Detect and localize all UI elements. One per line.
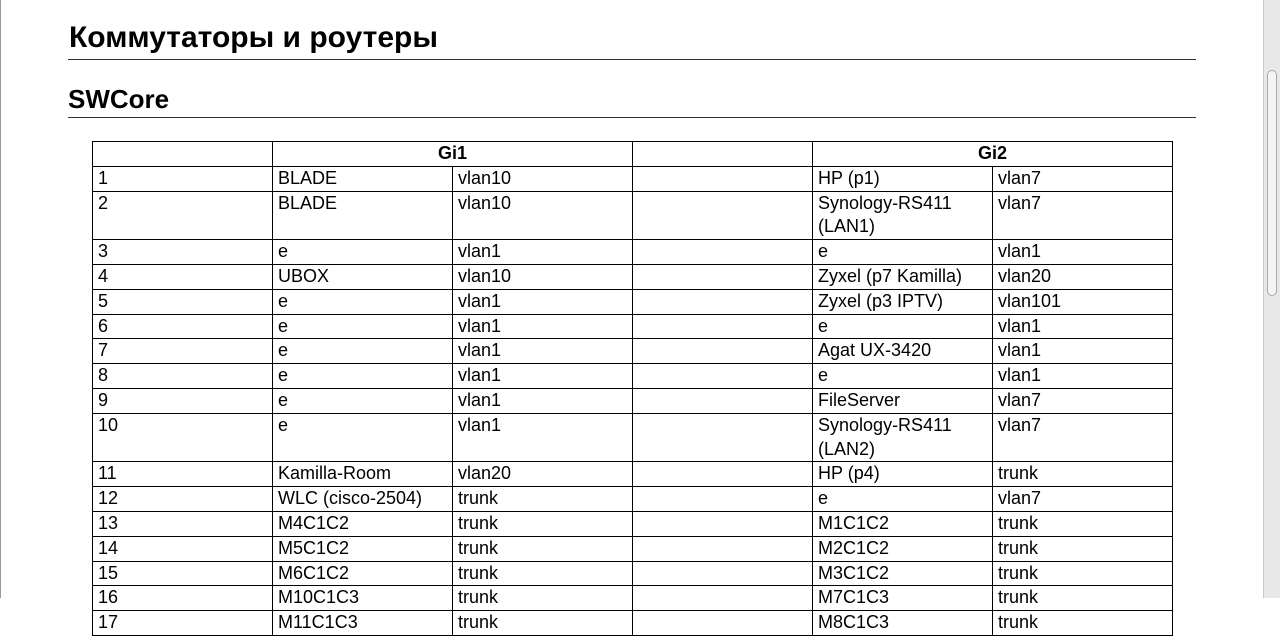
table-row — [93, 339, 1173, 364]
window-frame — [0, 0, 1, 598]
gi1-device-cell: UBOX — [273, 264, 453, 289]
gi1-device-cell: Kamilla-Room — [273, 462, 453, 487]
spacer-cell — [633, 166, 813, 191]
gi2-vlan-cell: vlan1 — [993, 240, 1173, 265]
gi1-device-cell: e — [273, 413, 453, 462]
spacer-cell — [633, 314, 813, 339]
spacer-cell — [633, 462, 813, 487]
spacer-cell — [633, 364, 813, 389]
gi1-vlan-cell: vlan1 — [453, 388, 633, 413]
gi1-device-cell: WLC (cisco-2504) — [273, 487, 453, 512]
gi1-vlan-cell: vlan10 — [453, 166, 633, 191]
gi2-device-cell: Synology-RS411 (LAN1) — [813, 191, 993, 240]
gi1-vlan-cell: trunk — [453, 561, 633, 586]
page-title: Коммутаторы и роутеры — [69, 21, 438, 54]
port-number-cell: 2 — [93, 191, 273, 240]
port-number-cell: 13 — [93, 511, 273, 536]
table-row — [93, 314, 1173, 339]
port-number-cell: 12 — [93, 487, 273, 512]
port-number-cell: 9 — [93, 388, 273, 413]
gi2-vlan-cell: vlan7 — [993, 487, 1173, 512]
spacer-cell — [633, 191, 813, 240]
port-number-cell: 11 — [93, 462, 273, 487]
gi1-device-cell: e — [273, 314, 453, 339]
gi1-device-cell: M6C1C2 — [273, 561, 453, 586]
gi2-vlan-cell: trunk — [993, 536, 1173, 561]
gi1-vlan-cell: vlan1 — [453, 314, 633, 339]
gi1-device-cell: M10C1C3 — [273, 586, 453, 611]
spacer-cell — [633, 240, 813, 265]
gi2-vlan-cell: trunk — [993, 611, 1173, 636]
gi2-device-cell: Synology-RS411 (LAN2) — [813, 413, 993, 462]
gi2-vlan-cell: trunk — [993, 462, 1173, 487]
gi1-device-cell: e — [273, 339, 453, 364]
gi2-device-cell: HP (p4) — [813, 462, 993, 487]
table-row — [93, 264, 1173, 289]
port-number-cell: 8 — [93, 364, 273, 389]
gi1-vlan-cell: trunk — [453, 536, 633, 561]
gi1-device-cell: M4C1C2 — [273, 511, 453, 536]
table-row — [93, 462, 1173, 487]
gi2-vlan-cell: vlan7 — [993, 191, 1173, 240]
gi1-vlan-cell: vlan1 — [453, 364, 633, 389]
spacer-cell — [633, 536, 813, 561]
gi1-device-cell: M5C1C2 — [273, 536, 453, 561]
gi2-device-cell: HP (p1) — [813, 166, 993, 191]
gi2-vlan-cell: vlan101 — [993, 289, 1173, 314]
spacer-cell — [633, 487, 813, 512]
spacer-cell — [633, 289, 813, 314]
spacer-cell — [633, 388, 813, 413]
gi1-device-cell: M11C1C3 — [273, 611, 453, 636]
port-number-cell: 16 — [93, 586, 273, 611]
gi1-vlan-cell: vlan10 — [453, 264, 633, 289]
gi2-vlan-cell: vlan7 — [993, 388, 1173, 413]
gi1-device-cell: BLADE — [273, 191, 453, 240]
header-empty-cell — [633, 142, 813, 167]
gi2-device-cell: M8C1C3 — [813, 611, 993, 636]
title-divider — [68, 59, 1196, 60]
table-row — [93, 413, 1173, 462]
table-row — [93, 240, 1173, 265]
gi1-device-cell: e — [273, 240, 453, 265]
gi1-vlan-cell: vlan1 — [453, 339, 633, 364]
header-gi2: Gi2 — [813, 142, 1173, 167]
spacer-cell — [633, 611, 813, 636]
gi1-vlan-cell: trunk — [453, 511, 633, 536]
gi1-vlan-cell: vlan10 — [453, 191, 633, 240]
spacer-cell — [633, 561, 813, 586]
port-number-cell: 4 — [93, 264, 273, 289]
gi2-device-cell: Agat UX-3420 — [813, 339, 993, 364]
gi2-device-cell: M3C1C2 — [813, 561, 993, 586]
port-number-cell: 15 — [93, 561, 273, 586]
table-row — [93, 191, 1173, 240]
gi2-vlan-cell: vlan7 — [993, 166, 1173, 191]
gi2-vlan-cell: vlan1 — [993, 339, 1173, 364]
gi2-device-cell: e — [813, 314, 993, 339]
header-empty-cell — [93, 142, 273, 167]
gi2-device-cell: e — [813, 240, 993, 265]
gi1-vlan-cell: vlan1 — [453, 413, 633, 462]
port-number-cell: 17 — [93, 611, 273, 636]
gi1-vlan-cell: vlan1 — [453, 240, 633, 265]
table-row — [93, 364, 1173, 389]
gi2-device-cell: M1C1C2 — [813, 511, 993, 536]
gi2-device-cell: FileServer — [813, 388, 993, 413]
scrollbar-thumb[interactable] — [1267, 70, 1277, 296]
gi2-vlan-cell: vlan20 — [993, 264, 1173, 289]
section-title: SWCore — [68, 84, 170, 114]
port-number-cell: 3 — [93, 240, 273, 265]
gi2-device-cell: e — [813, 487, 993, 512]
table-row — [93, 611, 1173, 636]
gi2-device-cell: Zyxel (p7 Kamilla) — [813, 264, 993, 289]
gi1-vlan-cell: trunk — [453, 586, 633, 611]
table-row — [93, 289, 1173, 314]
header-gi1: Gi1 — [273, 142, 633, 167]
gi2-device-cell: Zyxel (p3 IPTV) — [813, 289, 993, 314]
port-number-cell: 5 — [93, 289, 273, 314]
gi2-device-cell: e — [813, 364, 993, 389]
spacer-cell — [633, 413, 813, 462]
table-row — [93, 166, 1173, 191]
gi2-vlan-cell: vlan1 — [993, 364, 1173, 389]
table-row — [93, 511, 1173, 536]
spacer-cell — [633, 586, 813, 611]
table-row — [93, 487, 1173, 512]
gi2-device-cell: M7C1C3 — [813, 586, 993, 611]
table-row — [93, 586, 1173, 611]
gi2-vlan-cell: trunk — [993, 586, 1173, 611]
gi1-device-cell: e — [273, 289, 453, 314]
table-row — [93, 536, 1173, 561]
gi1-device-cell: e — [273, 388, 453, 413]
port-number-cell: 1 — [93, 166, 273, 191]
table-row — [93, 561, 1173, 586]
gi2-vlan-cell: trunk — [993, 511, 1173, 536]
port-number-cell: 7 — [93, 339, 273, 364]
port-number-cell: 10 — [93, 413, 273, 462]
section-divider — [68, 117, 1196, 118]
gi1-vlan-cell: trunk — [453, 611, 633, 636]
spacer-cell — [633, 339, 813, 364]
spacer-cell — [633, 264, 813, 289]
spacer-cell — [633, 511, 813, 536]
gi2-vlan-cell: vlan1 — [993, 314, 1173, 339]
table-header-row — [93, 142, 1173, 167]
gi2-device-cell: M2C1C2 — [813, 536, 993, 561]
port-number-cell: 6 — [93, 314, 273, 339]
gi2-vlan-cell: vlan7 — [993, 413, 1173, 462]
table-body — [93, 166, 1173, 635]
gi2-vlan-cell: trunk — [993, 561, 1173, 586]
table-row — [93, 388, 1173, 413]
gi1-device-cell: BLADE — [273, 166, 453, 191]
vertical-scrollbar[interactable] — [1263, 0, 1280, 598]
gi1-device-cell: e — [273, 364, 453, 389]
port-table — [92, 141, 1173, 636]
gi1-vlan-cell: vlan1 — [453, 289, 633, 314]
gi1-vlan-cell: trunk — [453, 487, 633, 512]
gi1-vlan-cell: vlan20 — [453, 462, 633, 487]
port-number-cell: 14 — [93, 536, 273, 561]
